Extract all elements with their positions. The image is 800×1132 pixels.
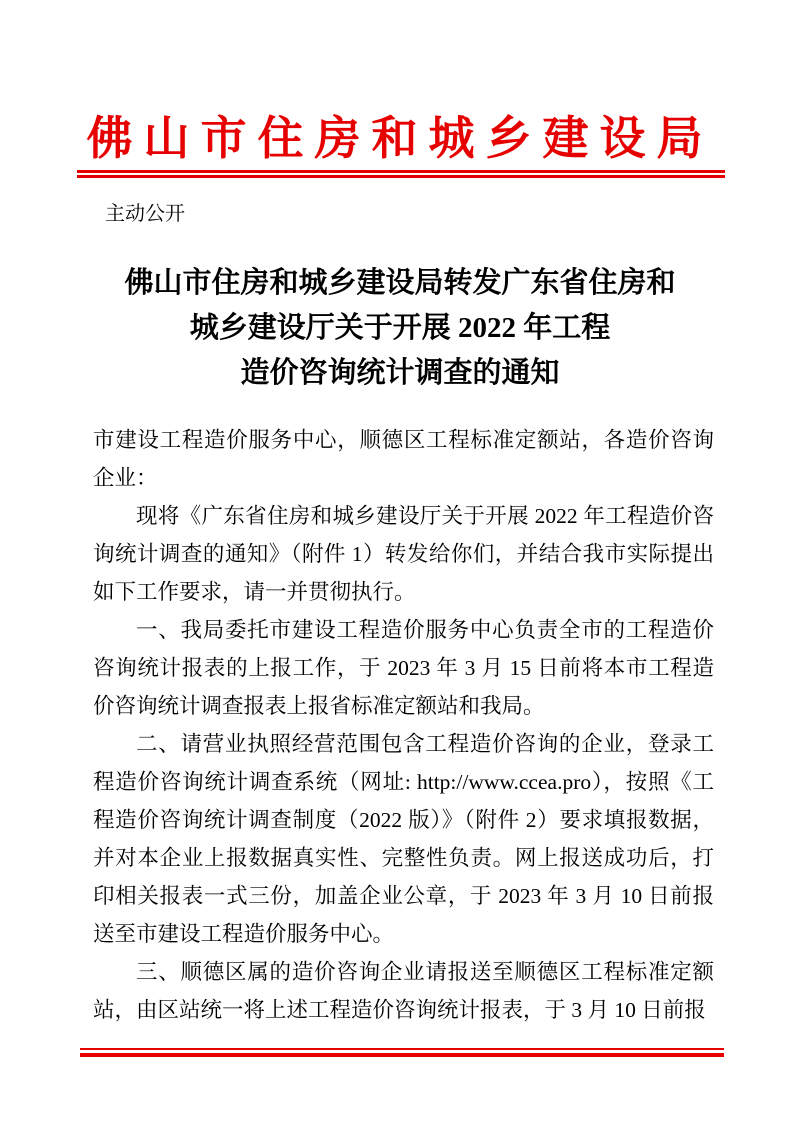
item-3-paragraph: 三、顺德区属的造价咨询企业请报送至顺德区工程标准定额站，由区站统一将上述工程造价咨询统计报表，于 3 月 10 日前报 xyxy=(93,960,714,1022)
document-title-line-2: 城乡建设厅关于开展 2022 年工程 xyxy=(189,312,611,344)
document-title-line-1: 佛山市住房和城乡建设局转发广东省住房和 xyxy=(124,267,676,299)
agency-header-title: 佛山市住房和城乡建设局 xyxy=(86,111,714,165)
document-title-line-3: 造价咨询统计调查的通知 xyxy=(240,357,560,389)
item-1-paragraph: 一、我局委托市建设工程造价服务中心负责全市的工程造价咨询统计报表的上报工作，于 2023 年 3 月 15 日前将本市工程造价咨询统计调查报表上报省标准定额站和我局。 xyxy=(93,618,714,718)
document-title xyxy=(60,261,740,396)
footer-divider-line xyxy=(80,1048,724,1057)
intro-paragraph: 现将《广东省住房和城乡建设厅关于开展 2022 年工程造价咨询统计调查的通知》（附件 1）转发给你们，并结合我市实际提出如下工作要求，请一并贯彻执行。 xyxy=(93,504,714,604)
disclosure-label: 主动公开 xyxy=(105,203,185,225)
item-2-paragraph: 二、请营业执照经营范围包含工程造价咨询的企业，登录工程造价咨询统计调查系统（网址: http://www.ccea.pro），按照《工程造价咨询统计调查制度（2022 版）》（附件 2）要求填报数据，并对本企业上报数据真实性、完整性负责。网上报送成功后，打印相关报表一式三份，加盖企业公章，于 2023 年 3 月 10 日前报送至市建设工程造价服务中心。 xyxy=(93,732,714,946)
salutation-paragraph: 市建设工程造价服务中心，顺德区工程标准定额站，各造价咨询企业： xyxy=(93,428,714,490)
document-body xyxy=(93,421,714,1029)
header-divider-line xyxy=(77,170,725,178)
